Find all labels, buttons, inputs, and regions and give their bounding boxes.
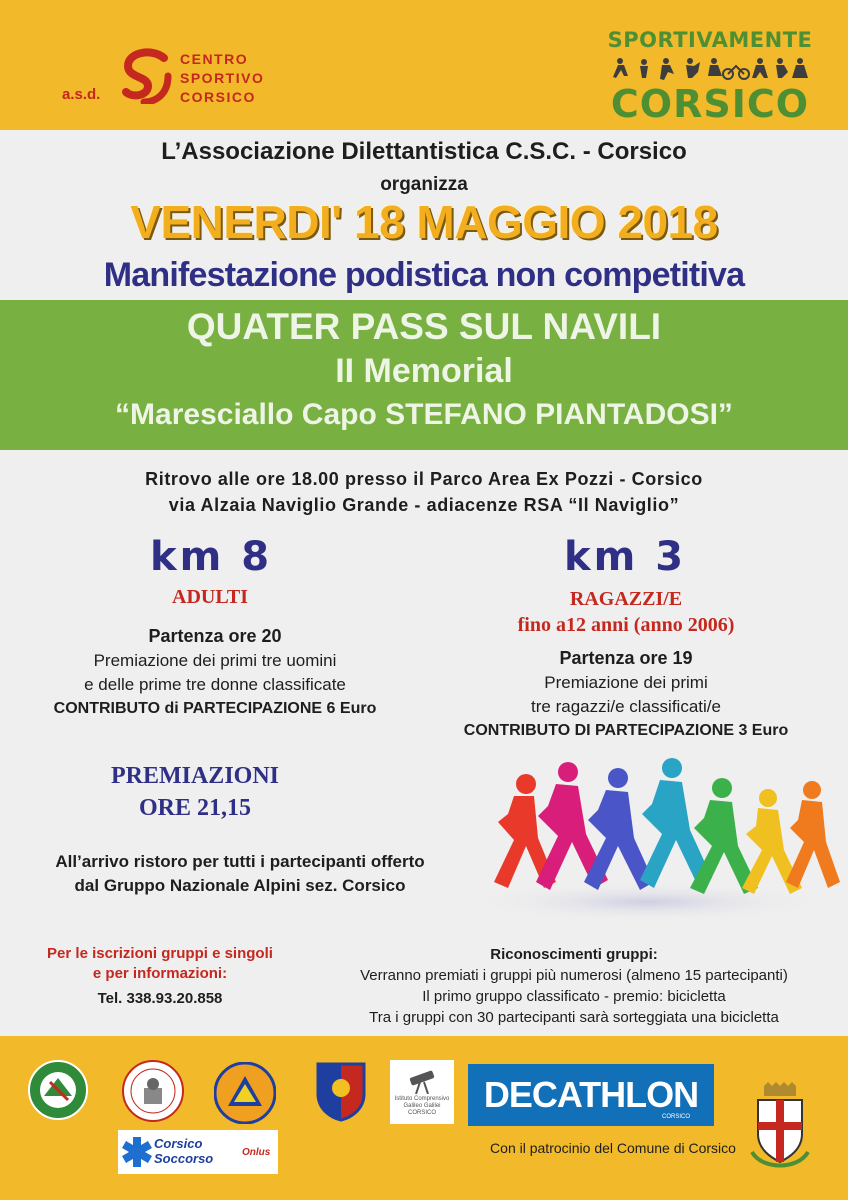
memorial-dedication: “Maresciallo Capo STEFANO PIANTADOSI” — [115, 398, 733, 431]
protezione-civile-logo-icon — [214, 1062, 276, 1124]
group-awards-title: Riconoscimenti gruppi: — [490, 946, 658, 963]
adult-category: ADULTI — [172, 586, 248, 608]
sport-logo-top: SPORTIVAMENTE — [607, 28, 813, 52]
kids-award-1: Premiazione dei primi — [544, 673, 708, 692]
telescope-icon — [406, 1066, 438, 1094]
decathlon-subtext: CORSICO — [661, 1114, 690, 1120]
csc-logo-icon — [122, 48, 172, 104]
soccorso-name — [154, 1136, 213, 1166]
decathlon-logo — [468, 1064, 714, 1126]
kids-category: RAGAZZI/E — [569, 588, 683, 610]
club-line-2: SPORTIVO — [180, 70, 265, 86]
organizer: L’Associazione Dilettantistica C.S.C. - Corsico — [161, 138, 687, 165]
refreshment-line-1: All’arrivo ristoro per tutti i partecipanti offerto — [55, 852, 425, 871]
kids-award-2: tre ragazzi/e classificati/e — [531, 697, 721, 716]
meeting-line-1: Ritrovo alle ore 18.00 presso il Parco Area Ex Pozzi - Corsico — [145, 469, 703, 489]
kids-age: fino a12 anni (anno 2006) — [517, 614, 735, 636]
meeting-line-2: via Alzaia Naviglio Grande - adiacenze RSA “Il Naviglio” — [168, 495, 680, 515]
patronage-text: Con il patrocinio del Comune di Corsico — [490, 1140, 736, 1156]
carabinieri-shield-icon — [316, 1060, 366, 1122]
registration-line-1: Per le iscrizioni gruppi e singoli — [47, 945, 273, 962]
group-awards — [300, 944, 848, 1028]
decathlon-text: DECATHLON — [483, 1074, 699, 1115]
adult-award-2: e delle prime tre donne classificate — [84, 675, 346, 694]
awards-line-2: ORE 21,15 — [138, 795, 251, 821]
adult-distance: km 8 — [150, 534, 273, 580]
club-name — [180, 50, 264, 107]
sport-logo-bottom: CORSICO — [610, 82, 810, 126]
meeting-info — [0, 466, 848, 518]
awards-line-1: PREMIAZIONI — [110, 763, 279, 789]
runners-illustration — [468, 742, 840, 924]
kids-start: Partenza ore 19 — [559, 648, 693, 668]
kids-fee: CONTRIBUTO DI PARTECIPAZIONE 3 Euro — [463, 722, 789, 739]
refreshment-info — [20, 850, 460, 898]
corsico-soccorso-logo — [118, 1130, 278, 1174]
organizza-label: organizza — [380, 174, 468, 195]
kids-distance: km 3 — [564, 534, 687, 580]
galilei-text: Istituto Comprensivo Galileo Galilei CORSICO — [394, 1096, 450, 1116]
cebaco-logo-icon — [122, 1060, 184, 1122]
soccorso-line-1: Corsico — [154, 1136, 203, 1151]
registration-line-2: e per informazioni: — [92, 965, 228, 982]
soccorso-line-2: Soccorso — [154, 1151, 214, 1166]
athletes-icon — [610, 56, 810, 82]
adult-fee: CONTRIBUTO di PARTECIPAZIONE 6 Euro — [53, 700, 377, 717]
runner-figures — [494, 758, 840, 894]
corsico-coat-of-arms-icon — [748, 1082, 812, 1176]
group-awards-line-1: Verranno premiati i gruppi più numerosi (almeno 15 partecipanti) — [360, 967, 788, 984]
registration-info — [20, 944, 300, 984]
alpini-logo-icon — [28, 1060, 88, 1120]
adult-award-1: Premiazione dei primi tre uomini — [93, 651, 337, 670]
event-date: VENERDI' 18 MAGGIO 2018 — [130, 196, 718, 248]
galilei-logo — [390, 1060, 454, 1124]
phone-number: Tel. 338.93.20.858 — [97, 990, 223, 1007]
group-awards-line-3: Tra i gruppi con 30 partecipanti sarà sorteggiata una bicicletta — [369, 1009, 779, 1026]
club-line-1: CENTRO — [180, 51, 249, 67]
event-type: Manifestazione podistica non competitiva — [103, 256, 745, 294]
club-line-3: CORSICO — [180, 89, 256, 105]
awards-time — [100, 760, 290, 824]
event-title: QUATER PASS SUL NAVILI — [186, 306, 662, 347]
sportivamente-logo — [604, 28, 816, 126]
kids-details — [420, 646, 832, 743]
star-of-life-icon — [122, 1136, 152, 1168]
kids-category-block — [426, 586, 826, 638]
refreshment-line-2: dal Gruppo Nazionale Alpini sez. Corsico — [74, 876, 406, 895]
memorial-label: II Memorial — [335, 352, 513, 390]
asd-label: a.s.d. — [62, 86, 101, 103]
group-awards-line-2: Il primo gruppo classificato - premio: bicicletta — [422, 988, 726, 1005]
adult-details — [10, 624, 420, 721]
soccorso-onlus: Onlus — [242, 1147, 271, 1158]
adult-start: Partenza ore 20 — [148, 626, 282, 646]
